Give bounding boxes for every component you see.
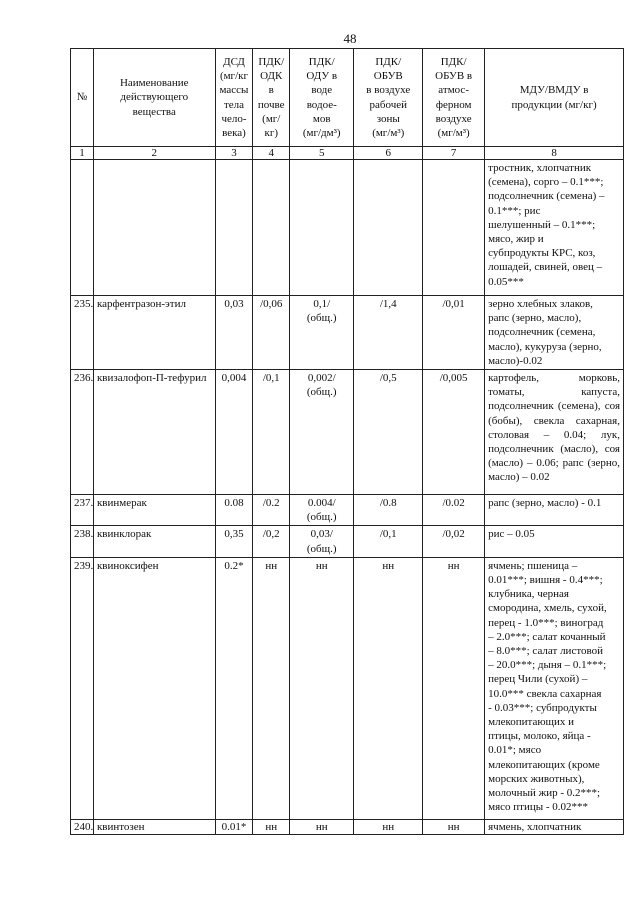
- row-number: 235.: [71, 296, 94, 370]
- soil-cell: нн: [253, 557, 290, 819]
- header-cell-soil: ПДК/ ОДК в почве (мг/кг): [253, 49, 290, 147]
- soil-cell: нн: [253, 819, 290, 834]
- column-number: 4: [253, 147, 290, 160]
- water-cell: нн: [290, 557, 354, 819]
- header-cell-work-air: ПДК/ ОБУВ в воздухе рабочей зоны (мг/м³): [354, 49, 423, 147]
- substance-name: квизалофоп-П-тефурил: [93, 370, 215, 495]
- column-number: 7: [423, 147, 485, 160]
- work-air-cell: /1,4: [354, 296, 423, 370]
- work-air-cell: нн: [354, 819, 423, 834]
- soil-cell: /0,2: [253, 526, 290, 557]
- atm-air-cell: /0.02: [423, 495, 485, 526]
- column-number: 6: [354, 147, 423, 160]
- table-row: [71, 557, 624, 819]
- column-number-row: [71, 147, 624, 160]
- substance-name: квинклорак: [93, 526, 215, 557]
- substance-name: квиноксифен: [93, 557, 215, 819]
- row-number: 239.: [71, 557, 94, 819]
- header-cell-name: Наименование действующего вещества: [93, 49, 215, 147]
- soil-cell: /0,1: [253, 370, 290, 495]
- column-number: 2: [93, 147, 215, 160]
- soil-cell: /0,06: [253, 296, 290, 370]
- water-cell: 0,002/ (общ.): [290, 370, 354, 495]
- table-row: [71, 526, 624, 557]
- mdu-cell: ячмень, хлопчатник: [485, 819, 624, 834]
- table-row: [71, 296, 624, 370]
- atm-air-cell: /0,02: [423, 526, 485, 557]
- water-cell: 0,1/ (общ.): [290, 296, 354, 370]
- page-number: 48: [343, 31, 357, 46]
- table-row-continuation: [71, 160, 624, 296]
- mdu-cell: тростник, хлопчатник (семена), сорго – 0.1***; подсолнечник (семена) – 0.1***; рис шелушенный – 0.1***; мясо, жир и субпродукты КРС, коз, лошадей, свиней, овец – 0.05***: [485, 160, 624, 296]
- substance-name: квинтозен: [93, 819, 215, 834]
- mdu-cell: ячмень; пшеница – 0.01***; вишня - 0.4***; клубника, черная смородина, хмель, сухой, перец - 1.0***; виноград – 2.0***; салат кочанный – 8.0***; салат листовой – 20.0***; дыня – 0.1***; перец Чили (сухой) – 10.0*** свекла сахарная - 0.03***; субпродукты млекопитающих и птицы, молоко, яйца - 0.01*; мясо млекопитающих (кроме морских животных), молочный жир - 0.2***; мясо птицы - 0.02***: [485, 557, 624, 819]
- column-number: 5: [290, 147, 354, 160]
- water-cell: 0.004/ (общ.): [290, 495, 354, 526]
- dsd-cell: 0,35: [215, 526, 253, 557]
- table-row: [71, 495, 624, 526]
- row-number: 238.: [71, 526, 94, 557]
- header-cell-number: №: [71, 49, 94, 147]
- dsd-cell: 0,03: [215, 296, 253, 370]
- atm-air-cell: нн: [423, 557, 485, 819]
- column-number: 1: [71, 147, 94, 160]
- atm-air-cell: нн: [423, 819, 485, 834]
- substances-table: [70, 48, 624, 835]
- header-cell-water: ПДК/ ОДУ в воде водое- мов (мг/дм³): [290, 49, 354, 147]
- table-row: [71, 819, 624, 834]
- dsd-cell: 0.01*: [215, 819, 253, 834]
- header-cell-dsd: ДСД (мг/кг массы тела чело- века): [215, 49, 253, 147]
- soil-cell: /0.2: [253, 495, 290, 526]
- header-row: [71, 49, 624, 147]
- dsd-cell: 0.2*: [215, 557, 253, 819]
- work-air-cell: /0.8: [354, 495, 423, 526]
- table-row: [71, 370, 624, 495]
- row-number: 236.: [71, 370, 94, 495]
- dsd-cell: 0.08: [215, 495, 253, 526]
- header-cell-atm-air: ПДК/ ОБУВ в атмос- ферном воздухе (мг/м³): [423, 49, 485, 147]
- substance-name: карфентразон-этил: [93, 296, 215, 370]
- dsd-cell: 0,004: [215, 370, 253, 495]
- mdu-cell: зерно хлебных злаков, рапс (зерно, масло), подсолнечник (семена, масло), кукуруза (зерно, масло)-0.02: [485, 296, 624, 370]
- mdu-cell: рапс (зерно, масло) - 0.1: [485, 495, 624, 526]
- column-number: 3: [215, 147, 253, 160]
- column-number: 8: [485, 147, 624, 160]
- atm-air-cell: /0,01: [423, 296, 485, 370]
- work-air-cell: /0,1: [354, 526, 423, 557]
- work-air-cell: нн: [354, 557, 423, 819]
- mdu-cell: картофель, морковь, томаты, капуста, подсолнечник (семена), соя (бобы), свекла сахарная, столовая – 0.04; лук, подсолнечник (масло), соя (масло) – 0.06; рапс (зерно, масло) – 0.02: [485, 370, 624, 495]
- work-air-cell: /0,5: [354, 370, 423, 495]
- atm-air-cell: /0,005: [423, 370, 485, 495]
- substance-name: квинмерак: [93, 495, 215, 526]
- row-number: 237.: [71, 495, 94, 526]
- mdu-cell: рис – 0.05: [485, 526, 624, 557]
- header-cell-mdu: МДУ/ВМДУ в продукции (мг/кг): [485, 49, 624, 147]
- water-cell: нн: [290, 819, 354, 834]
- row-number: 240.: [71, 819, 94, 834]
- water-cell: 0,03/ (общ.): [290, 526, 354, 557]
